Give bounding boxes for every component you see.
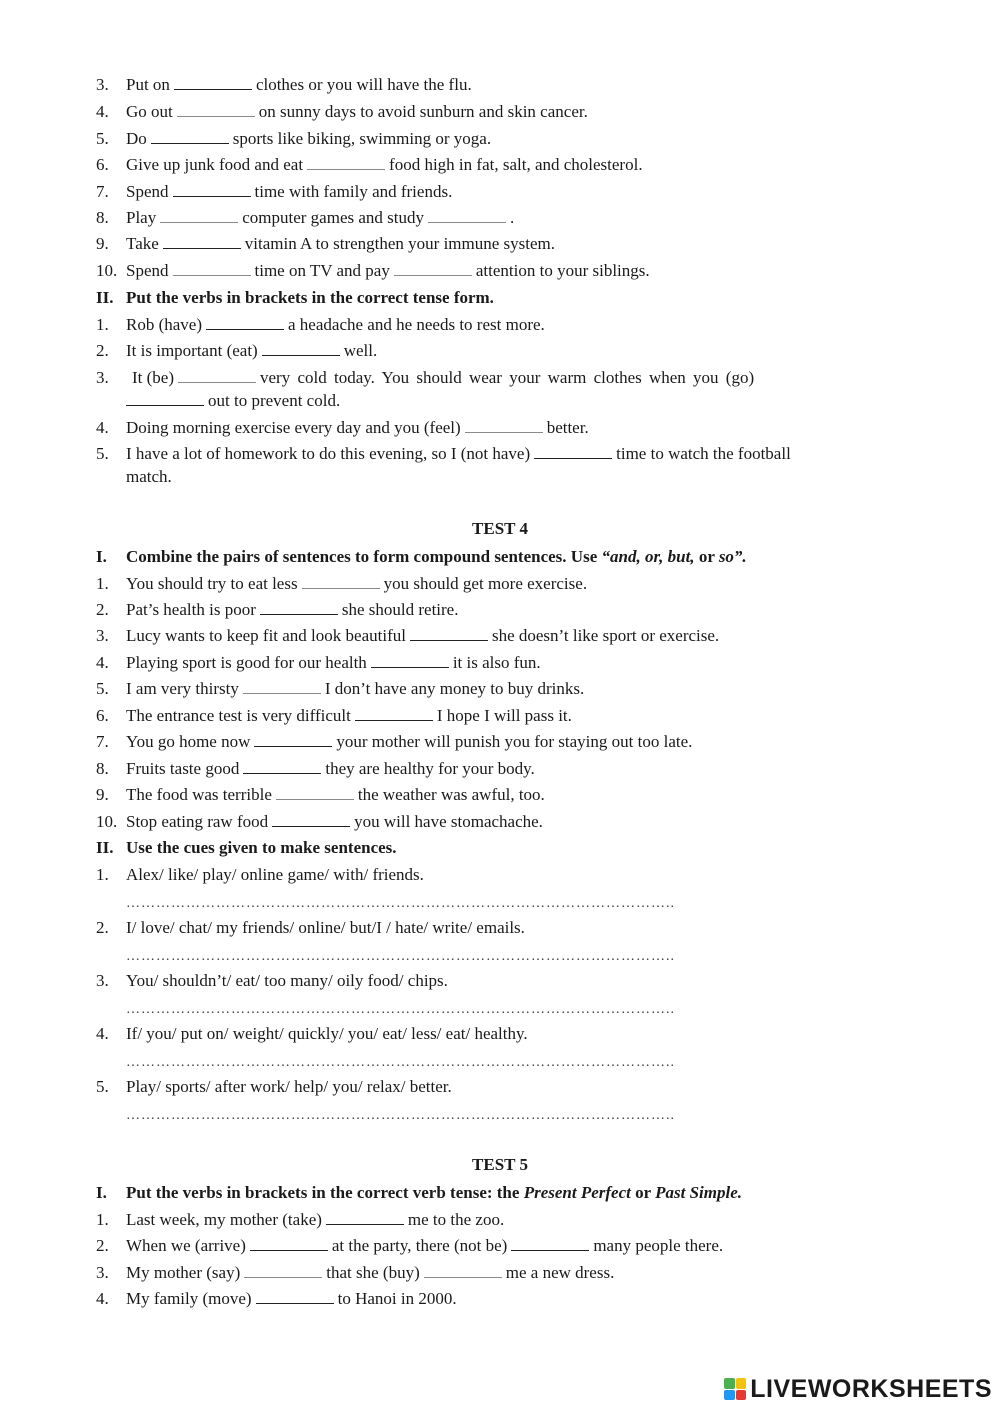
exercise-item: 8. Play computer games and study . bbox=[96, 208, 515, 227]
answer-blank[interactable] bbox=[163, 234, 241, 249]
answer-blank[interactable] bbox=[276, 785, 354, 800]
cue-item: 5. Play/ sports/ after work/ help/ you/ relax/ better. bbox=[96, 1077, 452, 1096]
exercise-item: 6. The entrance test is very difficult I hope I will pass it. bbox=[96, 706, 572, 725]
answer-blank[interactable] bbox=[371, 653, 449, 668]
answer-blank[interactable] bbox=[173, 261, 251, 276]
exercise-item: 7. You go home now your mother will punish you for staying out too late. bbox=[96, 732, 693, 751]
test-title: TEST 5 bbox=[472, 1155, 528, 1174]
answer-blank[interactable] bbox=[302, 574, 380, 589]
test-title: TEST 4 bbox=[472, 519, 528, 538]
exercise-item: 2. Pat’s health is poor she should retire. bbox=[96, 600, 459, 619]
exercise-item: 2. When we (arrive) at the party, there (not be) many people there. bbox=[96, 1236, 724, 1255]
answer-blank[interactable] bbox=[534, 444, 612, 459]
exercise-item: 1. Rob (have) a headache and he needs to rest more. bbox=[96, 315, 545, 334]
cue-item: 4. If/ you/ put on/ weight/ quickly/ you/ eat/ less/ eat/ healthy. bbox=[96, 1024, 528, 1043]
exercise-item: 4. Go out on sunny days to avoid sunburn and skin cancer. bbox=[96, 102, 588, 121]
answer-blank[interactable] bbox=[254, 732, 332, 747]
exercise-item: 1. You should try to eat less you should get more exercise. bbox=[96, 574, 588, 593]
answer-blank[interactable] bbox=[424, 1263, 502, 1278]
cue-item: 2. I/ love/ chat/ my friends/ online/ but/I / hate/ write/ emails. bbox=[96, 918, 525, 937]
exercise-item-continued: out to prevent cold. bbox=[96, 390, 906, 412]
liveworksheets-logo bbox=[724, 1375, 992, 1403]
exercise-item: 5. I am very thirsty I don’t have any money to buy drinks. bbox=[96, 679, 585, 698]
answer-blank[interactable] bbox=[243, 679, 321, 694]
answer-blank[interactable] bbox=[256, 1289, 334, 1304]
cue-item: 3. You/ shouldn’t/ eat/ too many/ oily food/ chips. bbox=[96, 971, 448, 990]
answer-blank[interactable] bbox=[326, 1210, 404, 1225]
exercise-item-continued: match. bbox=[126, 467, 172, 486]
answer-blank[interactable] bbox=[272, 812, 350, 827]
answer-dotted-line[interactable]: ……………………………………………………………………………………………….. bbox=[126, 1109, 675, 1123]
answer-blank[interactable] bbox=[173, 182, 251, 197]
answer-blank[interactable] bbox=[177, 102, 255, 117]
exercise-item: 4. My family (move) to Hanoi in 2000. bbox=[96, 1289, 457, 1308]
answer-blank[interactable] bbox=[250, 1236, 328, 1251]
exercise-item: 3. It (be) very cold today. You should wear your warm clothes when you (go) bbox=[96, 368, 755, 387]
exercise-item: 10. Spend time on TV and pay attention to your siblings. bbox=[96, 261, 650, 280]
answer-blank[interactable] bbox=[126, 391, 204, 406]
answer-dotted-line[interactable]: ……………………………………………………………………………………………….. bbox=[126, 950, 675, 964]
answer-blank[interactable] bbox=[206, 315, 284, 330]
logo-text: LIVEWORKSHEETS bbox=[750, 1374, 992, 1403]
exercise-item: 3. My mother (say) that she (buy) me a new dress. bbox=[96, 1263, 615, 1282]
exercise-item: 3. Lucy wants to keep fit and look beautiful she doesn’t like sport or exercise. bbox=[96, 626, 720, 645]
cue-item: 1. Alex/ like/ play/ online game/ with/ friends. bbox=[96, 865, 424, 884]
answer-blank[interactable] bbox=[244, 1263, 322, 1278]
answer-blank[interactable] bbox=[151, 129, 229, 144]
exercise-item: 10. Stop eating raw food you will have stomachache. bbox=[96, 812, 543, 831]
exercise-item: 7. Spend time with family and friends. bbox=[96, 182, 453, 201]
answer-blank[interactable] bbox=[307, 155, 385, 170]
answer-blank[interactable] bbox=[243, 759, 321, 774]
answer-dotted-line[interactable]: ……………………………………………………………………………………………….. bbox=[126, 1003, 675, 1017]
exercise-item: 8. Fruits taste good they are healthy for your body. bbox=[96, 759, 535, 778]
exercise-item: 2. It is important (eat) well. bbox=[96, 341, 378, 360]
answer-blank[interactable] bbox=[355, 706, 433, 721]
exercise-item: 9. Take vitamin A to strengthen your immune system. bbox=[96, 234, 556, 253]
answer-blank[interactable] bbox=[394, 261, 472, 276]
exercise-item: 3. Put on clothes or you will have the flu. bbox=[96, 75, 472, 94]
exercise-item: 5. I have a lot of homework to do this evening, so I (not have) time to watch the football bbox=[96, 444, 791, 463]
answer-blank[interactable] bbox=[410, 626, 488, 641]
exercise-item: 4. Doing morning exercise every day and you (feel) better. bbox=[96, 418, 589, 437]
logo-icon bbox=[724, 1378, 746, 1400]
section-heading: I. Combine the pairs of sentences to form compound sentences. Use “and, or, but, or so”. bbox=[96, 547, 747, 566]
answer-blank[interactable] bbox=[160, 208, 238, 223]
exercise-item: 4. Playing sport is good for our health it is also fun. bbox=[96, 653, 541, 672]
exercise-item: 9. The food was terrible the weather was awful, too. bbox=[96, 785, 545, 804]
answer-blank[interactable] bbox=[262, 341, 340, 356]
exercise-item: 1. Last week, my mother (take) me to the zoo. bbox=[96, 1210, 505, 1229]
answer-blank[interactable] bbox=[465, 418, 543, 433]
answer-blank[interactable] bbox=[428, 208, 506, 223]
answer-dotted-line[interactable]: ……………………………………………………………………………………………….. bbox=[126, 897, 675, 911]
section-heading: II. Use the cues given to make sentences. bbox=[96, 838, 397, 857]
answer-blank[interactable] bbox=[174, 75, 252, 90]
answer-blank[interactable] bbox=[511, 1236, 589, 1251]
answer-blank[interactable] bbox=[178, 368, 256, 383]
exercise-item: 5. Do sports like biking, swimming or yoga. bbox=[96, 129, 492, 148]
section-heading: II. Put the verbs in brackets in the correct tense form. bbox=[96, 288, 494, 307]
section-heading: I. Put the verbs in brackets in the correct verb tense: the Present Perfect or Past Simple. bbox=[96, 1183, 742, 1202]
answer-dotted-line[interactable]: ……………………………………………………………………………………………….. bbox=[126, 1056, 675, 1070]
answer-blank[interactable] bbox=[260, 600, 338, 615]
exercise-item: 6. Give up junk food and eat food high in fat, salt, and cholesterol. bbox=[96, 155, 643, 174]
